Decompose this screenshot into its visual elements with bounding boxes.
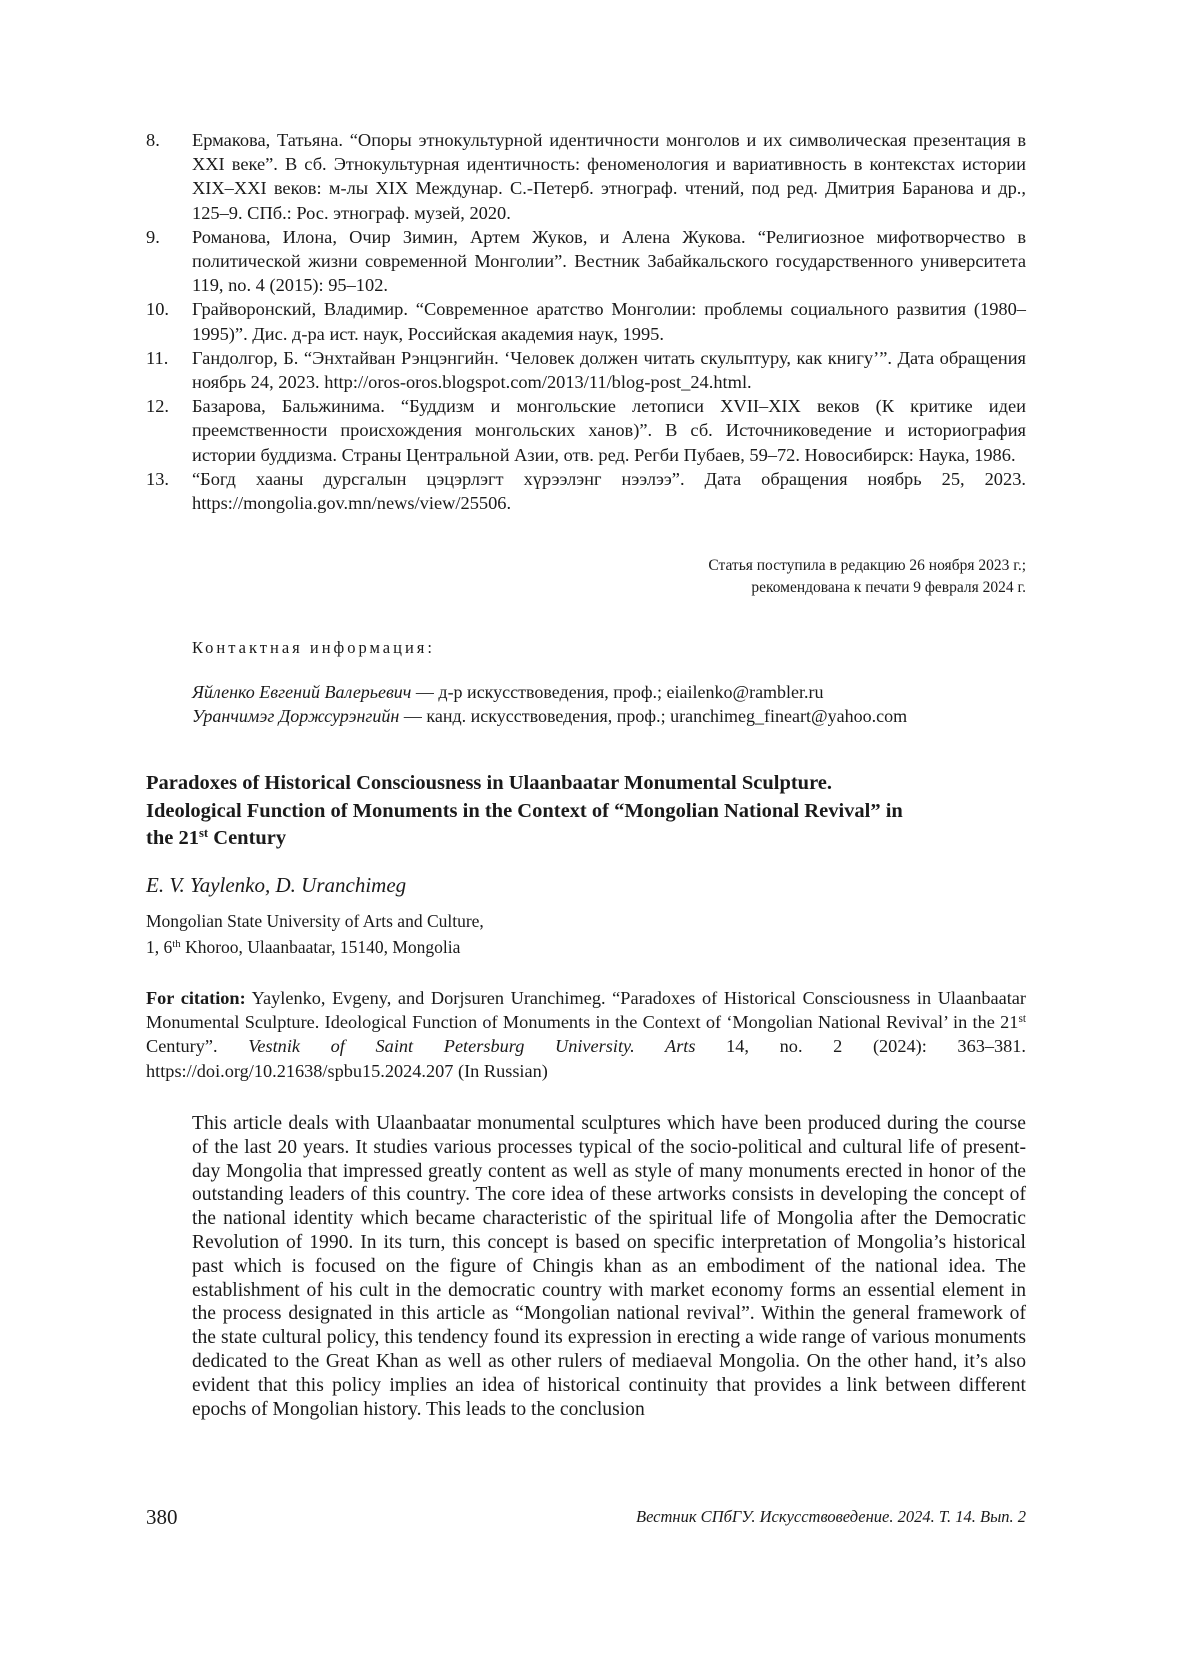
title-line: the 21st Century <box>146 826 287 849</box>
authors: E. V. Yaylenko, D. Uranchimeg <box>146 873 407 897</box>
received-date: Статья поступила в редакцию 26 ноября 2023 г.; <box>708 557 1026 574</box>
reference-number: 9. <box>146 226 160 247</box>
contact-line <box>192 704 907 728</box>
reference-item <box>146 128 1026 225</box>
reference-item <box>146 467 1026 515</box>
contact-name: Яйленко Евгений Валерьевич <box>192 682 412 702</box>
reference-text: Гандолгор, Б. “Энхтайван Рэнцэнгийн. ‘Человек должен читать скульптуру, как книгу’”. Дата обращения ноябрь 24, 2023. http://oros-oros.blogspot.com/2013/11/blog-post_24.html. <box>192 347 1026 393</box>
citation-label: For citation: <box>146 988 246 1008</box>
contact-details: — д-р искусствоведения, проф.; eiailenko@rambler.ru <box>411 682 824 702</box>
contact-info <box>192 680 907 728</box>
reference-text: “Богд хааны дурсгалын цэцэрлэгт хүрээлэнг нээлээ”. Дата обращения ноябрь 25, 2023. https://mongolia.gov.mn/news/view/25506. <box>192 468 1026 514</box>
reference-list <box>146 128 1026 515</box>
contact-name: Уранчимэг Доржсурэнгийн <box>192 706 400 726</box>
reference-text: Ермакова, Татьяна. “Опоры этнокультурной идентичности монголов и их символическая презентация в XXI веке”. В сб. Этнокультурная идентичность: феноменология и вариативность в контекстах истории XIX–XXI веков: м-лы XIX Междунар. С.-Петерб. этнограф. чтений, под ред. Дмитрия Баранова и др., 125–9. СПб.: Рос. этнограф. музей, 2020. <box>192 130 1026 223</box>
reference-number: 12. <box>146 396 169 417</box>
contact-line <box>192 680 907 704</box>
abstract: This article deals with Ulaanbaatar monumental sculptures which have been produced during the course of the last 20 years. It studies various processes typical of the socio-political and cultural life of present-day Mongolia that impressed greatly content as well as style of many monuments erected in honor of the outstanding leaders of this country. The core idea of these artworks consists in developing the concept of the national identity which became characteristic of the spiritual life of Mongolia after the Democratic Revolution of 1990. In its turn, this concept is based on specific interpretation of Mongolia’s historical past which is focused on the figure of Chingis khan as an embodiment of the national idea. The establishment of his cult in the democratic country with market economy forms an essential element in the process designated in this article as “Mongolian national revival”. Within the general framework of the state cultural policy, this tendency found its expression in erecting a wide range of various monuments dedicated to the Great Khan as well as other rulers of mediaeval Mongolia. On the other hand, it’s also evident that this policy implies an idea of historical continuity that provides a link between different epochs of Mongolian history. This leads to the conclusion <box>192 1113 1026 1420</box>
received-note <box>526 555 1026 599</box>
running-footer: Вестник СПбГУ. Искусствоведение. 2024. Т. 14. Вып. 2 <box>635 1507 1026 1526</box>
reference-number: 8. <box>146 130 160 150</box>
reference-item <box>146 394 1026 467</box>
english-title <box>146 770 1026 853</box>
reference-item <box>146 225 1026 298</box>
affiliation <box>146 908 484 960</box>
reference-text: Романова, Илона, Очир Зимин, Артем Жуков, и Алена Жукова. “Религиозное мифотворчество в политической жизни современной Монголии”. Вестник Забайкальского государственного университета 119, no. 4 (2015): 95–102. <box>192 226 1026 296</box>
reference-text: Базарова, Бальжинима. “Буддизм и монгольские летописи XVII–XIX веков (К критике идеи преемственности происхождения монгольских ханов)”. В сб. Источниковедение и историография истории буддизма. Страны Центральной Азии, отв. ред. Регби Пубаев, 59–72. Новосибирск: Наука, 1986. <box>192 396 1026 465</box>
reference-item <box>146 346 1026 394</box>
affiliation-line: Mongolian State University of Arts and Culture, <box>146 911 484 931</box>
affiliation-line: 1, 6th Khoroo, Ulaanbaatar, 15140, Mongolia <box>146 937 461 957</box>
citation: For citation: Yaylenko, Evgeny, and Dorjsuren Uranchimeg. “Paradoxes of Historical Consciousness in Ulaanbaatar Monumental Sculpture. Ideological Function of Monuments in the Context of ‘Mongolian National Revival’ in the 21st Century”. Vestnik of Saint Petersburg University. Arts 14, no. 2 (2024): 363–381. https://doi.org/10.21638/spbu15.2024.207 (In Russian) <box>146 988 1026 1081</box>
page-number: 380 <box>146 1505 178 1529</box>
journal-name: Vestnik of Saint Petersburg University. Arts <box>248 1036 696 1057</box>
reference-item <box>146 297 1026 345</box>
title-line: Paradoxes of Historical Consciousness in Ulaanbaatar Monumental Sculpture. <box>146 772 833 794</box>
title-line: Ideological Function of Monuments in the Context of “Mongolian National Revival” in <box>146 799 903 822</box>
reference-number: 13. <box>146 468 169 489</box>
reference-number: 10. <box>146 299 169 320</box>
recommended-date: рекомендована к печати 9 февраля 2024 г. <box>751 579 1026 596</box>
contact-details: — канд. искусствоведения, проф.; uranchimeg_fineart@yahoo.com <box>399 706 908 726</box>
reference-number: 11. <box>146 347 169 368</box>
reference-text: Грайворонский, Владимир. “Современное аратство Монголии: проблемы социального развития (1980–1995)”. Дис. д-ра ист. наук, Российская академия наук, 1995. <box>192 299 1026 344</box>
contact-heading: Контактная информация: <box>192 638 435 657</box>
